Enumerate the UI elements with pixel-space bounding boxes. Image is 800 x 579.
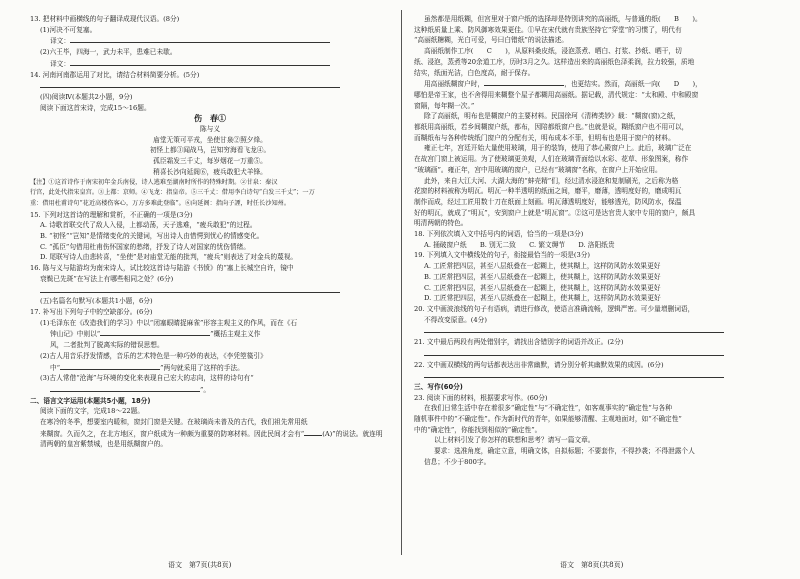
answer-blank[interactable] (60, 362, 160, 370)
right-text-line (414, 325, 776, 337)
right-text-line (414, 304, 776, 315)
left-text-line (30, 396, 390, 407)
line-text: 好的明瓦，就成了“明瓦”，安到窗户上就是“明瓦窗”。②这可是达官贵人家中专用的窗户，颇具 (414, 208, 696, 217)
line-text: 译文： (50, 59, 71, 68)
line-text: 中“ (50, 363, 61, 372)
left-text-line (30, 296, 390, 307)
left-text-line (30, 199, 390, 210)
left-text-line (30, 135, 390, 146)
left-text-line (30, 242, 390, 253)
left-text-line (30, 167, 390, 178)
line-text: 伤 春① (194, 113, 226, 124)
right-text-line (414, 35, 776, 46)
answer-blank[interactable] (70, 35, 330, 43)
line-text: 重：借用杜甫诗句“花近高楼伤客心，万方多难此登临”。⑥向延阁：指向子諲，时任长沙知州。 (30, 199, 291, 207)
left-text-line (30, 318, 390, 329)
line-text: 这种纸质量上乘、防风御寒效果更佳。①早在宋代就有贵族坚持它“穿堂”的习惯了，明代有 (414, 25, 682, 34)
left-text-line (30, 439, 390, 450)
line-text: 而糊纸布与各种传统纸门窗户的分配有关，明布成本不菲，但明布也是用于窗户的材料。 (414, 133, 675, 142)
left-text-line (30, 406, 390, 417)
line-text: “高丽纸糖糊，光白可爱，号曰白错纸”的说法描述。 (414, 36, 568, 45)
left-text-line (30, 307, 390, 318)
right-text-line (414, 425, 776, 436)
line-text: (1)毛泽东在《改造我们的学习》中以“闭塞眼睛捉麻雀”形容主观主义的作风，而在《石 (40, 318, 298, 327)
line-text: A. 诗歌首联交代了敌人入侵，上都动荡，天子逃难，“疲兵敢犯”的过程。 (40, 221, 257, 230)
right-text-line (414, 435, 776, 446)
left-text-line (30, 220, 390, 231)
left-text-line (30, 35, 390, 47)
left-text-line (30, 92, 390, 103)
answer-blank[interactable] (304, 428, 322, 436)
right-text-line (414, 208, 776, 219)
line-text: 【注】①这首诗作于南宋初年金兵南侵，诗人逃难至湖南时所作的特殊时期。②甘泉：秦汉 (30, 178, 278, 186)
line-text: 19. 下列填入文中横线处的句子，衔接最恰当的一项是(3分) (414, 251, 591, 260)
line-text: 信息；不少于800字。 (424, 457, 491, 466)
answer-blank[interactable] (50, 384, 200, 392)
line-text: 衰鬓已先斑”在写法上有哪些相同之处？(6分) (40, 274, 174, 283)
line-text: 结实，纸面光洁，白色度高，耐于保存。 (414, 68, 535, 77)
left-text-line (30, 428, 390, 440)
right-text-line (414, 272, 776, 283)
line-text: (五)名篇名句默写(本题共1小题，6分) (40, 297, 153, 306)
line-text: 制作而成，经过工匠用数十刀在纸面上刻画。明瓦薄透明度好，能够透光，防风防水，保温 (414, 197, 682, 206)
left-text-line (30, 145, 390, 156)
right-text-line (414, 133, 776, 144)
right-text-line (414, 360, 776, 371)
right-text-line (414, 154, 776, 165)
line-text: 来糊窗。久而久之，在北方地区，窗户纸成为一种颇为重要的防寒材料。因此民间才会有“ (40, 429, 305, 438)
right-text-line (414, 101, 776, 112)
left-text-line (30, 285, 390, 297)
left-text-line (30, 373, 390, 384)
line-text: 阅读下面这首宋诗，完成15～16题。 (40, 103, 151, 112)
left-text-line (30, 113, 390, 124)
line-text: 在我们日常生活中存在着很多“确定性”与“不确定性”，如客观事实的“确定性”与各种 (424, 404, 672, 413)
line-text: D. 工匠常把四层，甚至八层纸叠在一起糊上，使其糊上，这样防风防水效果更好 (424, 294, 661, 303)
right-text-line (414, 25, 776, 36)
line-text: (2)六王毕，四海一，武力未平，患难已未歇。 (40, 48, 177, 57)
line-text: 中的“确定性”，你能找到相似的“确定性”。 (414, 425, 542, 434)
line-text: 行宫，此处代指宋皇宫。③上都：京师。④飞龙：指皇帝。⑤三千丈：借用李白诗句“白发三千丈”；一万 (30, 189, 315, 197)
right-text-line (414, 46, 776, 57)
answer-blank[interactable] (70, 58, 330, 66)
line-text: 14. 河南河南郡运用了对比，请结合材料简要分析。(5分) (30, 70, 200, 79)
right-text-line (414, 382, 776, 393)
line-text: 花窗的材料被称为明瓦。明瓦一种半透明的纸面之间，磨平，磨薄，透明度好的，磨成明瓦 (414, 187, 682, 196)
left-text-line (30, 47, 390, 58)
right-text-line (414, 293, 776, 304)
line-text: 译文： (50, 37, 71, 46)
line-text: 钟山记》中则以“ (50, 330, 101, 339)
line-text: 雍正七年，宫廷开始大量使用玻璃，用于的装饰，使用了恭心殿窗户上。此后，玻璃广泛在 (424, 144, 692, 153)
line-text: 23. 阅读下面的材料，根据要求写作。(60分) (414, 393, 548, 402)
left-column (30, 14, 390, 450)
answer-blank[interactable] (424, 325, 724, 333)
answer-blank[interactable] (424, 348, 724, 356)
line-text-after: ”两句就采用了这样的手法。 (160, 363, 244, 372)
line-text: 明清两朝的特色。 (414, 219, 468, 228)
line-text-after: ”概括主观主义作 (210, 330, 261, 339)
left-text-line (30, 417, 390, 428)
right-text-line (414, 446, 776, 457)
answer-blank[interactable] (484, 78, 564, 86)
line-text: 都纸用高丽纸，若乡间糊窗户纸，都布，因陪都纸窗户也。”也就是说，糊纸窗户也不用可以， (414, 123, 689, 132)
right-text-line (414, 218, 776, 229)
line-text: (四)阅读Ⅳ(本题共2小题，9分) (40, 92, 133, 101)
right-text-line (414, 393, 776, 404)
line-text: 15. 下列对这首诗的理解和赏析，不正确的一项是(3分) (30, 210, 193, 219)
line-text: 三、写作(60分) (414, 382, 463, 391)
right-text-line (414, 186, 776, 197)
line-text: 庙堂无策可平戎，坐使甘泉②照夕烽。 (153, 135, 267, 144)
right-text-line (414, 165, 776, 176)
right-text-line (414, 111, 776, 122)
right-text-line (414, 78, 776, 90)
right-text-line (414, 68, 776, 79)
left-text-line (30, 252, 390, 263)
line-text: 20. 文中画波浪线的句子有语病，请进行修改，使语言准确流畅，逻辑严密。可少量增删词语， (414, 304, 695, 313)
right-column (414, 14, 776, 468)
right-text-line (414, 403, 776, 414)
line-text: 随机事件中的“不确定性”。作为新时代的青年，如果能够清醒、主观地面对，如“不确定性” (414, 415, 682, 424)
right-text-line (414, 229, 776, 240)
right-text-line (414, 240, 776, 251)
left-text-line (30, 25, 390, 36)
right-text-line (414, 337, 776, 348)
line-text: 清两朝的皇宫紫禁城，也是用纸糊窗户的。 (40, 440, 168, 449)
left-text-line (30, 58, 390, 70)
line-text-after: ”。 (200, 385, 211, 394)
line-text: 在故宫门窗上被运用。为了使玻璃更美观，人们在玻璃背面绘以水彩、花草、形象图案，称作 (414, 155, 689, 164)
right-text-line (414, 283, 776, 294)
line-text: “玻璃画”。雍正年，宫中用玻璃的窗户，已经有“玻璃窗”名称，在窗户上开始应用。 (414, 165, 662, 174)
answer-blank[interactable] (100, 328, 210, 336)
line-text: 此外，来自大江大河、大湖大海的“蚌壳精”们，经过清水浸泡和复制刷光，之后称为格 (424, 176, 679, 185)
right-text-line (414, 370, 776, 382)
right-text-line (414, 90, 776, 101)
right-text-line (414, 414, 776, 425)
left-text-line (30, 210, 390, 221)
line-text: A. 工匠常把四层，甚至八层纸叠在一起糊上，使其糊上，这样防风防水效果更好 (424, 262, 661, 271)
left-text-line (30, 362, 390, 374)
line-text: 窗隔，每年糊一次。” (414, 101, 475, 110)
line-text: 孤臣霜发三千丈，每岁烟花一万重⑤。 (153, 157, 267, 166)
line-text: 18. 下列依次填入文中括号内的词语，恰当的一项是(3分) (414, 230, 584, 239)
right-text-line (414, 197, 776, 208)
answer-blank[interactable] (40, 285, 340, 293)
line-text: 陈与义 (199, 125, 221, 134)
left-text-line (30, 80, 390, 92)
left-text-line (30, 14, 390, 25)
line-text: 21. 文中最后两段有两处错别字，请找出含错别字的词语并改正。(2分) (414, 338, 624, 347)
left-text-line (30, 340, 390, 351)
left-text-line (30, 274, 390, 285)
line-text: 高丽纸制作工序( C )，从原料桑皮纸，浸泡蒸煮、晒白、打浆、抄纸、晒干，切 (424, 47, 682, 56)
answer-blank[interactable] (424, 370, 724, 378)
column-divider (401, 10, 402, 555)
line-text: 除了高丽纸，明布也是糊窗户的主要材料。民国徐珂《清稗类钞》载：“糊窗(窗)之纸， (424, 112, 681, 121)
left-text-line (30, 188, 390, 199)
line-text: 初怪上都③闻战马，岂知穷海看飞龙④。 (149, 146, 271, 155)
line-text: 17. 补写出下列句子中的空缺部分。(6分) (30, 307, 153, 316)
line-text: 不得改变原意。(4分) (424, 315, 487, 324)
line-text: 二、语言文字运用(本题共5小题，18分) (30, 396, 151, 405)
right-text-line (414, 14, 776, 25)
line-text: (1)河决不可复塞。 (40, 25, 97, 34)
line-text: 16. 陈与义与陆游均为南宋诗人，试比较这首诗与陆游《书愤》的“塞上长城空自许，镜中 (30, 264, 294, 273)
line-text: B. “初怪”“岂知”是情绪变化的关键词，写出诗人由惜愕到忧心的情感变化。 (40, 232, 264, 241)
left-text-line (30, 384, 390, 396)
line-text: 用高丽纸糊窗户时， (424, 80, 485, 89)
left-text-line (30, 263, 390, 274)
right-text-line (414, 176, 776, 187)
right-text-line (414, 457, 776, 468)
right-text-line (414, 315, 776, 326)
left-text-line (30, 103, 390, 114)
left-text-line (30, 70, 390, 81)
left-text-line (30, 124, 390, 135)
right-text-line (414, 261, 776, 272)
right-text-line (414, 250, 776, 261)
left-text-line (30, 231, 390, 242)
line-text: (3)古人常借“沧海”与环境的变化来表现自己宏大的志向，这样的诗句有“ (40, 374, 254, 383)
left-text-line (30, 351, 390, 362)
line-text: 在寒冷的冬季，想要室内暖和，窗封门窗是关键。在玻璃尚未普及的古代，我们祖先常用纸 (40, 418, 308, 427)
line-text: 13. 把材料中画横线的句子翻译成现代汉语。(8分) (30, 15, 180, 23)
line-text: C. 工匠常把四层，甚至八层纸叠在一起糊上，使其糊上，这样防风防水效果更好 (424, 283, 661, 292)
line-text: 稍喜长沙向延阁⑥，疲兵敢犯犬羊锋。 (153, 167, 267, 176)
right-text-line (414, 122, 776, 133)
line-text: B. 工匠常把四层，甚至八层纸叠在一起糊上，使其糊上，这样防风防水效果更好 (424, 272, 661, 281)
left-text-line (30, 178, 390, 189)
left-text-line (30, 328, 390, 340)
line-text: 纸、浸泡，蒸煮等20余道工序，历时3月之久。这样造出来的高丽纸色泽柔润，拉力较强，质地 (414, 57, 695, 66)
line-text-after: (A)”的说法。就连明 (322, 429, 383, 438)
right-text-line (414, 57, 776, 68)
line-text: 哪怕是帝王家，也不舍得用来糊整个屋子都糊用高丽纸。据记载，清代规定：“太和殿、中和殿窗 (414, 90, 699, 99)
line-text-after: ，也更结实。然而，高丽纸一向( D )， (564, 80, 702, 89)
line-text: D. 尾联写诗人由悲转喜，“坐使”是对庙堂无能的批判，“疲兵”则表达了对金兵的蔑视。 (40, 253, 298, 262)
left-text-line (30, 156, 390, 167)
line-text: 风，二者批判了脱离实际的错误思想。 (50, 341, 164, 350)
line-text: 22. 文中画双横线的两句话都表达出非常幽默，请分别分析其幽默效果的成因。(6分) (414, 360, 664, 369)
line-text: (2)古人用音乐抒发情感，音乐的艺术特色是一种巧妙的表达，《李凭箜篌引》 (40, 351, 267, 360)
right-text-line (414, 348, 776, 360)
page-footer-left: 语文 第7页(共8页) (168, 561, 232, 569)
line-text: 阅读下面的文字，完成18～22题。 (40, 407, 144, 416)
page-footer-right: 语文 第8页(共8页) (560, 561, 624, 569)
line-text: 虽然都是用纸糊，但宫里对于窗户纸的选择却是特别讲究的高丽纸，与普通的纸( B )。 (424, 15, 702, 23)
line-text: 要求：选准角度，确定立意，明确文体，自拟标题；不要套作，不得抄袭；不得泄露个人 (434, 447, 695, 456)
answer-blank[interactable] (40, 80, 340, 88)
line-text: A. 捅破窗户纸 B. 别无二致 C. 繁文缛节 D. 洛阳纸贵 (424, 240, 615, 249)
line-text: 以上材料引发了你怎样的联想和思考？请写一篇文章。 (434, 436, 595, 445)
line-text: C. “孤臣”句借用杜甫伤怀国家的愁绪，抒发了诗人对国家的忧伤情绪。 (40, 242, 250, 251)
right-text-line (414, 143, 776, 154)
